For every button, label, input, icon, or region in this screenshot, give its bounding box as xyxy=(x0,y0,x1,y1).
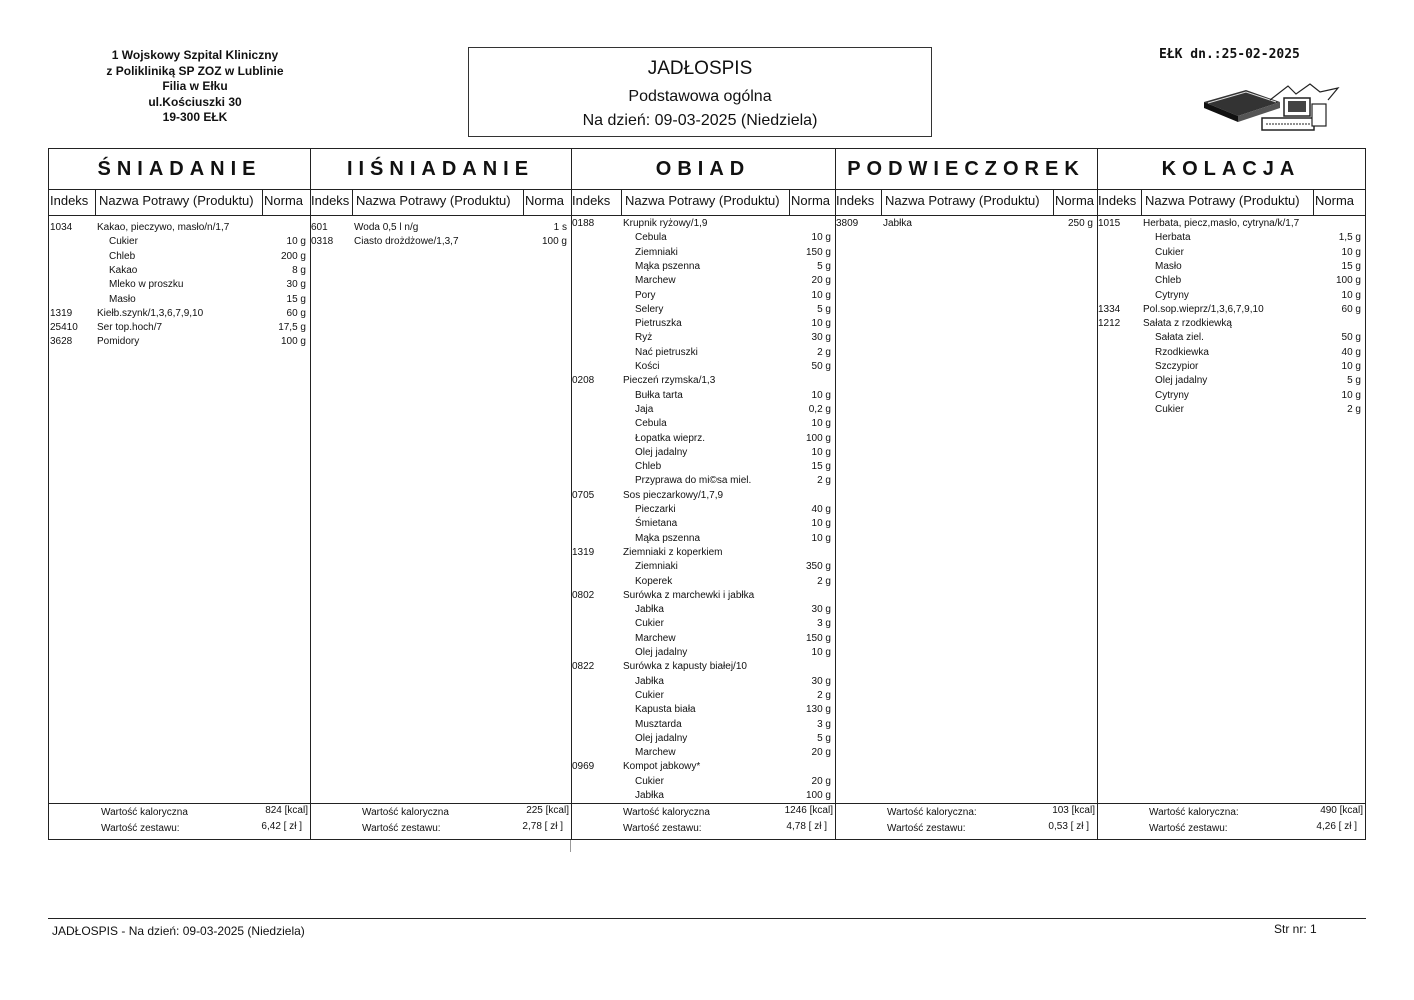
item-norm: 100 g xyxy=(1335,275,1361,287)
dish-name: Sos pieczarkowy/1,7,9 xyxy=(623,489,724,501)
ingredient-name: Jabłka xyxy=(635,604,664,616)
ingredient-name: Cytryny xyxy=(1155,289,1189,301)
item-norm: 200 g xyxy=(280,250,306,262)
item-norm: 5 g xyxy=(817,303,831,315)
column-header-norm: Norma xyxy=(791,193,831,208)
dish-name: Krupnik ryżowy/1,9 xyxy=(623,218,708,229)
ingredient-name: Ziemniaki xyxy=(635,561,678,573)
item-norm: 50 g xyxy=(1341,332,1361,344)
ingredient-name: Pietruszka xyxy=(635,318,682,330)
item-norm: 10 g xyxy=(811,318,831,330)
dish-name: Surówka z marchewki i jabłka xyxy=(623,589,755,601)
item-norm: 2 g xyxy=(817,475,831,487)
dish-name: Sałata z rzodkiewką xyxy=(1143,318,1232,330)
item-index: 0318 xyxy=(311,236,334,248)
item-norm: 1,5 g xyxy=(1338,232,1361,244)
column-divider xyxy=(1053,189,1054,215)
item-norm: 30 g xyxy=(811,332,831,344)
ingredient-name: Cebula xyxy=(635,232,667,244)
item-index: 3628 xyxy=(50,336,73,348)
ingredient-name: Herbata xyxy=(1155,232,1191,244)
ingredient-name: Cukier xyxy=(635,775,664,787)
column-header-norm: Norma xyxy=(525,193,565,208)
item-index: 1334 xyxy=(1098,303,1121,315)
meal-title: OBIAD xyxy=(655,158,751,180)
cost-value: 4,78 [ zł ] xyxy=(786,821,827,832)
ingredient-name: Chleb xyxy=(109,250,136,262)
summary-divider xyxy=(49,803,1365,804)
meal-separator xyxy=(1097,149,1098,839)
cost-value: 2,78 [ zł ] xyxy=(522,821,563,832)
item-norm: 2 g xyxy=(817,575,831,587)
ingredient-name: Kapusta biała xyxy=(635,704,696,716)
dish-name: Jabłka xyxy=(883,218,912,229)
dish-name: Pol.sop.wieprz/1,3,6,7,9,10 xyxy=(1143,303,1264,315)
calorie-value: 490 [kcal] xyxy=(1320,805,1363,816)
calorie-label: Wartość kaloryczna: xyxy=(887,807,977,818)
meal-title: PODWIECZOREK xyxy=(847,158,1085,180)
item-norm: 60 g xyxy=(1341,303,1361,315)
item-norm: 100 g xyxy=(280,336,306,348)
dish-name: Herbata, piecz,masło, cytryna/k/1,7 xyxy=(1143,218,1300,229)
item-norm: 10 g xyxy=(811,289,831,301)
item-norm: 8 g xyxy=(292,264,306,276)
item-norm: 15 g xyxy=(811,461,831,473)
ingredient-name: Rzodkiewka xyxy=(1155,346,1209,358)
item-norm: 0,2 g xyxy=(808,403,831,415)
column-divider xyxy=(789,189,790,215)
footer-divider xyxy=(48,918,1366,919)
ingredient-name: Cukier xyxy=(635,618,664,630)
ingredient-name: Koperek xyxy=(635,575,673,587)
item-index: 1319 xyxy=(572,546,595,558)
ingredient-name: Kości xyxy=(635,361,660,372)
item-norm: 10 g xyxy=(811,518,831,530)
dish-name: Kiełb.szynk/1,3,6,7,9,10 xyxy=(97,307,204,319)
ingredient-name: Cebula xyxy=(635,418,667,430)
column-header-norm: Norma xyxy=(1055,193,1095,208)
item-norm: 20 g xyxy=(811,747,831,759)
item-norm: 5 g xyxy=(1347,375,1361,387)
ingredient-name: Jaja xyxy=(635,403,654,415)
book-computer-illustration xyxy=(1200,80,1340,136)
item-norm: 20 g xyxy=(811,275,831,287)
item-index: 0822 xyxy=(572,661,595,673)
meal-separator xyxy=(835,149,836,839)
calorie-value: 1246 [kcal] xyxy=(784,805,833,816)
column-divider xyxy=(95,189,96,215)
dish-name: Pomidory xyxy=(97,336,140,348)
item-norm: 15 g xyxy=(286,293,306,305)
column-header-index: Indeks xyxy=(1098,193,1137,208)
diet-name: Podstawowa ogólna xyxy=(628,88,772,105)
ingredient-name: Chleb xyxy=(1155,275,1182,287)
ingredient-name: Kakao xyxy=(109,264,138,276)
ingredient-name: Olej jadalny xyxy=(635,647,688,658)
cost-label: Wartość zestawu: xyxy=(1149,823,1228,834)
footer-title: JADŁOSPIS - Na dzień: 09-03-2025 (Niedziela) xyxy=(52,924,305,938)
item-norm: 10 g xyxy=(811,389,831,401)
menu-table xyxy=(48,148,1366,840)
column-header-index: Indeks xyxy=(836,193,875,208)
item-norm: 1 s xyxy=(553,222,567,233)
dish-name: Ziemniaki z koperkiem xyxy=(623,546,723,558)
item-norm: 250 g xyxy=(1067,218,1093,229)
item-norm: 150 g xyxy=(805,246,831,258)
ingredient-name: Chleb xyxy=(635,461,662,473)
column-header-divider xyxy=(49,215,1365,216)
column-divider xyxy=(262,189,263,215)
meal-separator xyxy=(310,149,311,839)
item-norm: 50 g xyxy=(811,361,831,372)
column-header-name: Nazwa Potrawy (Produktu) xyxy=(1145,193,1300,208)
cost-label: Wartość zestawu: xyxy=(362,823,441,834)
ingredient-name: Jabłka xyxy=(635,790,664,801)
item-norm: 350 g xyxy=(805,561,831,573)
cost-label: Wartość zestawu: xyxy=(623,823,702,834)
hospital-info xyxy=(60,48,330,126)
item-norm: 3 g xyxy=(817,718,831,730)
item-norm: 10 g xyxy=(1341,361,1361,372)
item-norm: 10 g xyxy=(811,418,831,430)
ingredient-name: Mleko w proszku xyxy=(109,279,184,291)
item-norm: 10 g xyxy=(811,446,831,458)
ingredient-name: Mąka pszenna xyxy=(635,260,701,272)
dish-name: Kakao, pieczywo, masło/n/1,7 xyxy=(97,222,230,233)
item-index: 0802 xyxy=(572,589,595,601)
hospital-parent: z Polikliniką SP ZOZ w Lublinie xyxy=(106,63,284,78)
column-divider xyxy=(1313,189,1314,215)
issue-date: EŁK dn.:25-02-2025 xyxy=(1159,47,1300,62)
item-norm: 2 g xyxy=(817,689,831,701)
item-norm: 17,5 g xyxy=(278,322,306,334)
calorie-label: Wartość kaloryczna xyxy=(362,807,449,818)
ingredient-name: Marchew xyxy=(635,275,676,287)
title-box xyxy=(468,47,932,137)
dish-name: Surówka z kapusty białej/10 xyxy=(623,661,747,673)
item-norm: 40 g xyxy=(1341,346,1361,358)
ingredient-name: Cukier xyxy=(1155,246,1184,258)
tick-mark xyxy=(570,840,571,852)
header-divider xyxy=(49,189,1365,190)
item-norm: 40 g xyxy=(811,504,831,515)
item-norm: 15 g xyxy=(1341,260,1361,272)
column-header-name: Nazwa Potrawy (Produktu) xyxy=(885,193,1040,208)
item-norm: 2 g xyxy=(817,346,831,358)
ingredient-name: Olej jadalny xyxy=(635,732,688,744)
item-norm: 130 g xyxy=(805,704,831,716)
item-norm: 2 g xyxy=(1347,403,1361,415)
column-divider xyxy=(352,189,353,215)
item-norm: 20 g xyxy=(811,775,831,787)
item-norm: 30 g xyxy=(811,675,831,687)
item-index: 0705 xyxy=(572,489,595,501)
dish-name: Woda 0,5 l n/g xyxy=(354,222,419,233)
ingredient-name: Mąka pszenna xyxy=(635,532,701,544)
column-header-name: Nazwa Potrawy (Produktu) xyxy=(99,193,254,208)
dish-name: Ciasto drożdżowe/1,3,7 xyxy=(354,236,459,248)
dish-name: Kompot jabkowy* xyxy=(623,761,701,773)
ingredient-name: Pieczarki xyxy=(635,504,676,515)
ingredient-name: Marchew xyxy=(635,747,676,759)
page-number: Str nr: 1 xyxy=(1274,922,1317,936)
cost-label: Wartość zestawu: xyxy=(887,823,966,834)
item-index: 1212 xyxy=(1098,318,1121,330)
item-norm: 10 g xyxy=(811,232,831,244)
calorie-label: Wartość kaloryczna: xyxy=(1149,807,1239,818)
item-norm: 10 g xyxy=(286,236,306,248)
ingredient-name: Olej jadalny xyxy=(1155,375,1208,387)
item-norm: 5 g xyxy=(817,732,831,744)
column-header-norm: Norma xyxy=(264,193,304,208)
item-norm: 100 g xyxy=(805,790,831,801)
item-index: 601 xyxy=(311,222,328,233)
hospital-street: ul.Kościuszki 30 xyxy=(148,94,242,109)
column-header-norm: Norma xyxy=(1315,193,1355,208)
hospital-city: 19-300 EŁK xyxy=(162,110,228,124)
document-title: JADŁOSPIS xyxy=(647,58,753,79)
ingredient-name: Marchew xyxy=(635,632,676,644)
item-index: 0208 xyxy=(572,375,595,387)
column-divider xyxy=(621,189,622,215)
column-header-index: Indeks xyxy=(50,193,89,208)
hospital-name: 1 Wojskowy Szpital Kliniczny xyxy=(111,48,279,62)
ingredient-name: Cytryny xyxy=(1155,389,1189,401)
ingredient-name: Olej jadalny xyxy=(635,446,688,458)
ingredient-name: Nać pietruszki xyxy=(635,346,698,358)
item-norm: 150 g xyxy=(805,632,831,644)
item-index: 25410 xyxy=(50,322,78,334)
ingredient-name: Musztarda xyxy=(635,718,682,730)
item-norm: 60 g xyxy=(286,307,306,319)
column-header-index: Indeks xyxy=(311,193,350,208)
item-index: 3809 xyxy=(836,218,859,229)
item-norm: 10 g xyxy=(1341,246,1361,258)
ingredient-name: Przyprawa do mi©sa miel. xyxy=(635,475,752,487)
column-header-name: Nazwa Potrawy (Produktu) xyxy=(625,193,780,208)
calorie-value: 103 [kcal] xyxy=(1052,805,1095,816)
ingredient-name: Ryż xyxy=(635,332,653,344)
ingredient-name: Masło xyxy=(109,293,136,305)
item-norm: 3 g xyxy=(817,618,831,630)
ingredient-name: Masło xyxy=(1155,260,1182,272)
cost-value: 4,26 [ zł ] xyxy=(1316,821,1357,832)
calorie-label: Wartość kaloryczna xyxy=(101,807,188,818)
meal-title: IIŚNIADANIE xyxy=(346,158,535,180)
ingredient-name: Cukier xyxy=(1155,403,1184,415)
item-index: 0188 xyxy=(572,218,595,229)
item-norm: 10 g xyxy=(811,647,831,658)
ingredient-name: Cukier xyxy=(109,236,138,248)
item-norm: 100 g xyxy=(541,236,567,248)
item-index: 1034 xyxy=(50,222,73,233)
calorie-value: 824 [kcal] xyxy=(265,805,308,816)
cost-value: 0,53 [ zł ] xyxy=(1048,821,1089,832)
ingredient-name: Bułka tarta xyxy=(635,389,683,401)
meal-title: ŚNIADANIE xyxy=(97,158,262,180)
ingredient-name: Ziemniaki xyxy=(635,246,678,258)
ingredient-name: Łopatka wieprz. xyxy=(635,432,706,444)
ingredient-name: Pory xyxy=(635,289,656,301)
column-divider xyxy=(1141,189,1142,215)
item-norm: 10 g xyxy=(1341,289,1361,301)
column-header-index: Indeks xyxy=(572,193,611,208)
item-norm: 30 g xyxy=(811,604,831,616)
meal-title: KOLACJA xyxy=(1161,158,1301,180)
item-norm: 5 g xyxy=(817,260,831,272)
calorie-label: Wartość kaloryczna xyxy=(623,807,710,818)
hospital-branch: Filia w Ełku xyxy=(162,79,228,93)
ingredient-name: Szczypior xyxy=(1155,361,1199,372)
dish-name: Pieczeń rzymska/1,3 xyxy=(623,375,716,387)
dish-name: Ser top.hoch/7 xyxy=(97,322,163,334)
item-index: 1319 xyxy=(50,307,73,319)
ingredient-name: Selery xyxy=(635,303,664,315)
ingredient-name: Cukier xyxy=(635,689,664,701)
column-divider xyxy=(881,189,882,215)
cost-value: 6,42 [ zł ] xyxy=(261,821,302,832)
menu-date: Na dzień: 09-03-2025 (Niedziela) xyxy=(582,112,818,129)
ingredient-name: Jabłka xyxy=(635,675,664,687)
column-header-name: Nazwa Potrawy (Produktu) xyxy=(356,193,511,208)
item-norm: 30 g xyxy=(286,279,306,291)
item-norm: 10 g xyxy=(1341,389,1361,401)
ingredient-name: Sałata ziel. xyxy=(1155,332,1204,344)
item-index: 0969 xyxy=(572,761,595,773)
calorie-value: 225 [kcal] xyxy=(526,805,569,816)
item-norm: 100 g xyxy=(805,432,831,444)
ingredient-name: Śmietana xyxy=(635,518,678,530)
item-index: 1015 xyxy=(1098,218,1121,229)
cost-label: Wartość zestawu: xyxy=(101,823,180,834)
item-norm: 10 g xyxy=(811,532,831,544)
column-divider xyxy=(523,189,524,215)
